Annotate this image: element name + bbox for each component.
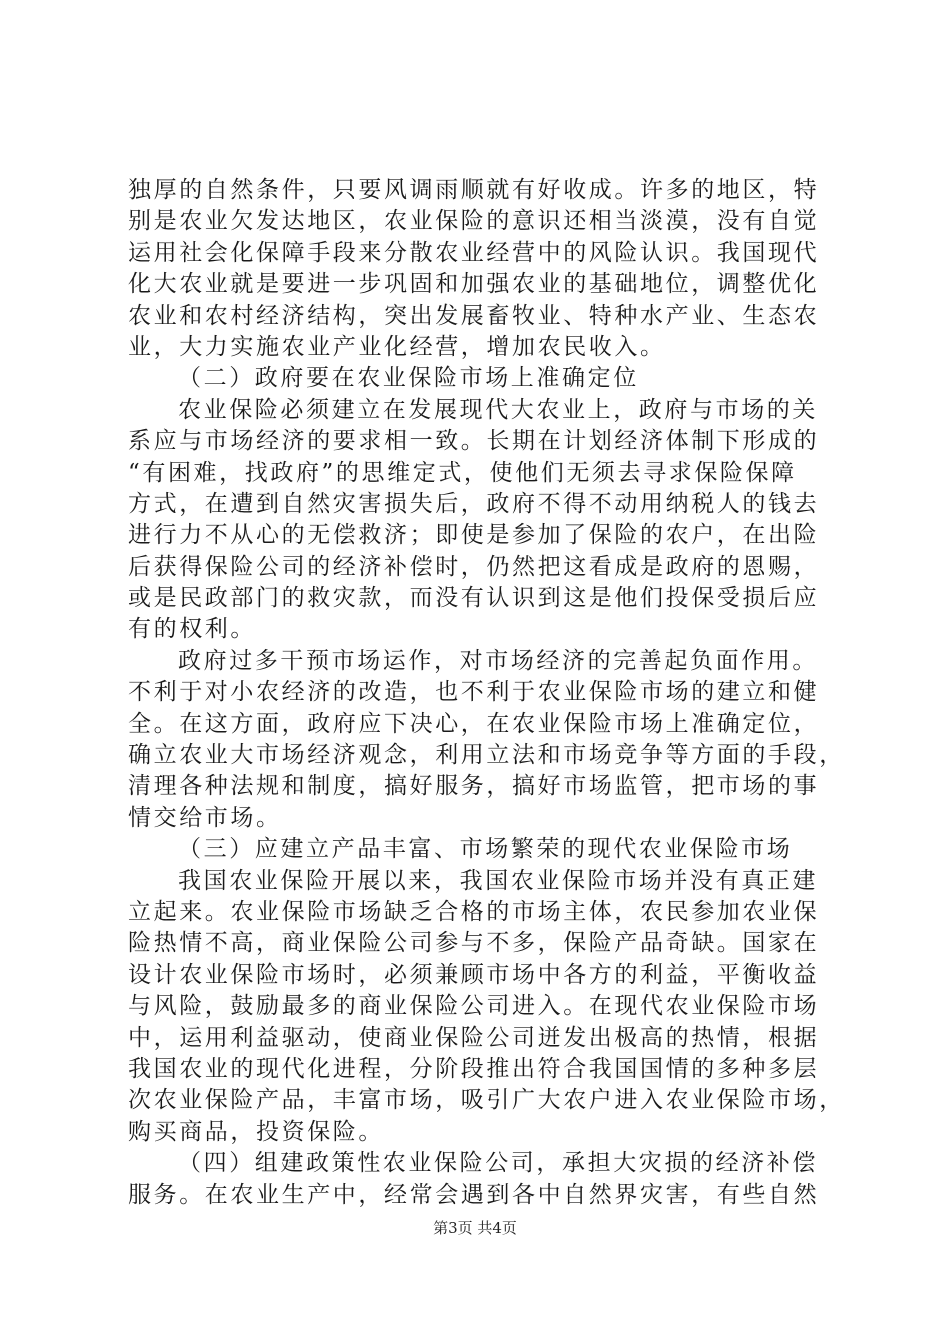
document-body (128, 175, 845, 1211)
text-line: 情交给市场。 (128, 804, 282, 831)
text-line: 农业和农村经济结构，突出发展畜牧业、特种水产业、生态农 (128, 302, 820, 329)
text-line: 次农业保险产品，丰富市场，吸引广大农户进入农业保险市场， (128, 1087, 845, 1114)
text-line: “有困难，找政府”的思维定式，使他们无须去寻求保险保障 (128, 459, 797, 486)
text-line: 系应与市场经济的要求相一致。长期在计划经济体制下形成的 (128, 428, 820, 455)
text-line: 化大农业就是要进一步巩固和加强农业的基础地位，调整优化 (128, 271, 820, 298)
text-line: 与风险，鼓励最多的商业保险公司进入。在现代农业保险市场 (128, 993, 820, 1020)
text-line: 服务。在农业生产中，经常会遇到各中自然界灾害，有些自然 (128, 1181, 820, 1208)
text-line: 确立农业大市场经济观念，利用立法和市场竞争等方面的手段， (128, 742, 845, 769)
text-line: 政府过多干预市场运作，对市场经济的完善起负面作用。 (178, 647, 818, 674)
text-line: 后获得保险公司的经济补偿时，仍然把这看成是政府的恩赐， (128, 553, 820, 580)
text-line: 业，大力实施农业产业化经营，增加农民收入。 (128, 333, 666, 360)
text-line: 我国农业的现代化进程，分阶段推出符合我国国情的多种多层 (128, 1055, 820, 1082)
text-line: 运用社会化保障手段来分散农业经营中的风险认识。我国现代 (128, 239, 820, 266)
page-footer: 第3页 共4页 (433, 1219, 517, 1237)
text-line: （四）组建政策性农业保险公司，承担大灾损的经济补偿 (178, 1150, 818, 1177)
text-line: 购买商品，投资保险。 (128, 1118, 384, 1145)
text-line: 清理各种法规和制度，搞好服务，搞好市场监管，把市场的事 (128, 773, 820, 800)
text-line: 独厚的自然条件，只要风调雨顺就有好收成。许多的地区，特 (128, 177, 820, 203)
text-line: （三）应建立产品丰富、市场繁荣的现代农业保险市场 (178, 836, 793, 863)
text-line: 中，运用利益驱动，使商业保险公司迸发出极高的热情，根据 (128, 1024, 820, 1051)
text-line: （二）政府要在农业保险市场上准确定位 (178, 365, 639, 392)
text-line: 不利于对小农经济的改造，也不利于农业保险市场的建立和健 (128, 679, 820, 706)
text-line: 立起来。农业保险市场缺乏合格的市场主体，农民参加农业保 (128, 898, 820, 925)
text-line: 别是农业欠发达地区，农业保险的意识还相当淡漠，没有自觉 (128, 208, 820, 235)
text-line: 或是民政部门的救灾款，而没有认识到这是他们投保受损后应 (128, 585, 820, 612)
text-line: 方式，在遭到自然灾害损失后，政府不得不动用纳税人的钱去 (128, 490, 820, 517)
text-line: 农业保险必须建立在发展现代大农业上，政府与市场的关 (178, 396, 818, 423)
text-line: 我国农业保险开展以来，我国农业保险市场并没有真正建 (178, 867, 818, 894)
text-line: 全。在这方面，政府应下决心，在农业保险市场上准确定位， (128, 710, 820, 737)
text-line: 进行力不从心的无偿救济；即使是参加了保险的农户，在出险 (128, 522, 820, 549)
text-line: 设计农业保险市场时，必须兼顾市场中各方的利益，平衡收益 (128, 961, 820, 988)
text-line: 险热情不高，商业保险公司参与不多，保险产品奇缺。国家在 (128, 930, 820, 957)
text-line: 有的权利。 (128, 616, 256, 643)
